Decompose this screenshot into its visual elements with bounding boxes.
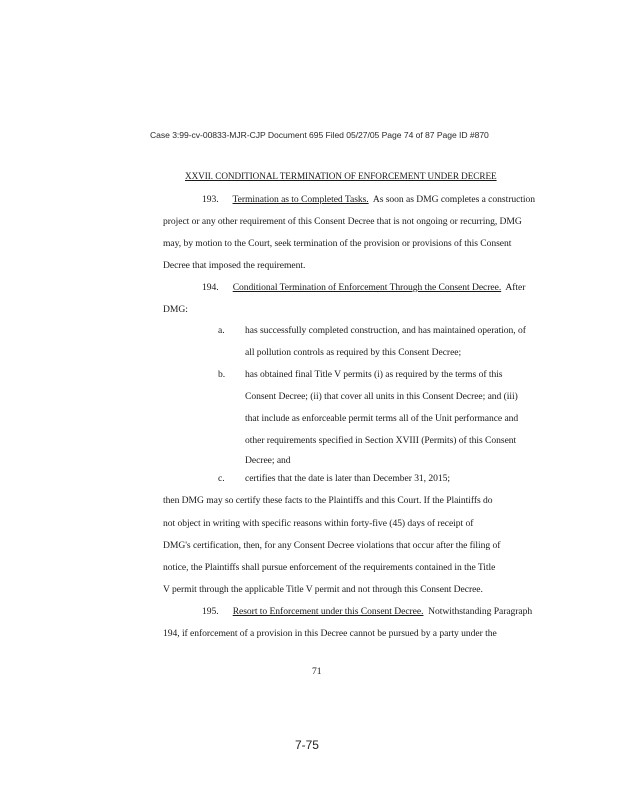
para-195-number: 195.: [202, 606, 219, 617]
para-195-first-line: [202, 607, 532, 617]
para-195-text: 194, if enforcement of a provision in this Decree cannot be pursued by a party under the: [163, 628, 497, 639]
page-number: 71: [312, 666, 322, 677]
para-194-closing-line: then DMG may so certify these facts to the Plaintiffs and this Court. If the Plaintiffs do: [163, 495, 493, 506]
para-194-text: DMG:: [163, 304, 188, 315]
exhibit-number: 7-75: [295, 738, 319, 752]
para-194-closing-line: DMG's certification, then, for any Consent Decree violations that occur after the filing of: [163, 540, 501, 551]
section-title: XXVII. CONDITIONAL TERMINATION OF ENFORCEMENT UNDER DECREE: [185, 171, 497, 181]
item-text-line: all pollution controls as required by this Consent Decree;: [245, 347, 462, 358]
item-text-line: that include as enforceable permit terms all of the Unit performance and: [245, 413, 519, 424]
item-text-line: Decree; and: [245, 455, 291, 466]
item-text-line: certifies that the date is later than December 31, 2015;: [245, 473, 450, 484]
item-text-line: other requirements specified in Section XVIII (Permits) of this Consent: [245, 435, 517, 446]
para-193-text-line: As soon as DMG completes a construction: [372, 194, 536, 205]
para-195-heading: Resort to Enforcement under this Consent Decree.: [232, 606, 424, 617]
para-193-text-line: Decree that imposed the requirement.: [163, 260, 306, 271]
item-text-line: Consent Decree; (ii) that cover all units in this Consent Decree; and (iii): [245, 391, 518, 402]
para-193-text-line: may, by motion to the Court, seek termination of the provision or provisions of this Consent: [163, 238, 512, 249]
case-header: Case 3:99-cv-00833-MJR-CJP Document 695 Filed 05/27/05 Page 74 of 87 Page ID #870: [150, 130, 489, 140]
para-194-heading: Conditional Termination of Enforcement Through the Consent Decree.: [232, 282, 502, 293]
para-194-text: After: [505, 282, 526, 293]
para-193-number: 193.: [202, 194, 219, 205]
item-label: a.: [218, 325, 225, 336]
para-194-first-line: [202, 283, 525, 293]
para-194-closing-line: V permit through the applicable Title V permit and not through this Consent Decree.: [163, 584, 483, 595]
item-label: b.: [218, 369, 226, 380]
para-193-heading: Termination as to Completed Tasks.: [232, 194, 369, 205]
item-label: c.: [218, 473, 225, 484]
para-193-text-line: project or any other requirement of this Consent Decree that is not ongoing or recurring, DMG: [163, 216, 522, 227]
item-text-line: has successfully completed construction, and has maintained operation, of: [245, 325, 526, 336]
para-194-closing-line: not object in writing with specific reasons within forty-five (45) days of receipt of: [163, 518, 474, 529]
item-text-line: has obtained final Title V permits (i) as required by the terms of this: [245, 369, 503, 380]
para-195-text: Notwithstanding Paragraph: [428, 606, 533, 617]
para-193-first-line: [202, 195, 535, 205]
para-194-closing-line: notice, the Plaintiffs shall pursue enforcement of the requirements contained in the Title: [163, 562, 496, 573]
para-194-number: 194.: [202, 282, 219, 293]
